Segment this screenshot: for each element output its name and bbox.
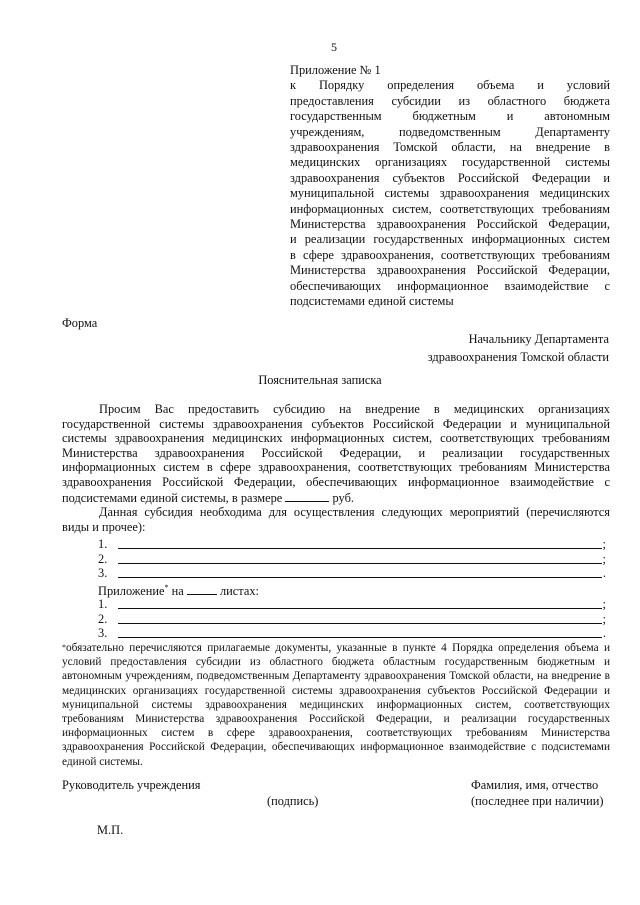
appendix-block (290, 63, 610, 310)
measure-number: 2. (98, 551, 108, 566)
addressee-line: Начальнику Департамента (468, 332, 609, 346)
attachment-star: * (164, 583, 169, 592)
appendix-line: подсистемами единой системы (290, 294, 454, 309)
attachment-row[interactable] (98, 626, 610, 641)
appendix-line: государственным бюджетным и автономным (290, 109, 610, 124)
form-label: Форма (62, 316, 98, 330)
appendix-line: предоставления субсидии из областного бюджета (290, 93, 610, 108)
attachments-list (98, 597, 610, 641)
attachment-field[interactable] (118, 637, 602, 638)
addressee-line: здравоохранения Томской области (427, 350, 609, 364)
appendix-line: здравоохранения субъектов Российской Федерации и (290, 170, 610, 185)
footnote (62, 641, 610, 769)
appendix-line: медицинских организациях государственной системы (290, 155, 610, 170)
sheet-count-field[interactable] (187, 583, 217, 595)
appendix-line: муниципальной системы здравоохранения медицинских (290, 186, 610, 201)
attachment-end: ; (602, 611, 606, 626)
attachment-field[interactable] (118, 623, 602, 624)
body-line: Данная субсидия необходима для осуществления следующих мероприятий (перечисляются (99, 505, 610, 520)
page-number: 5 (331, 40, 337, 54)
body-text (62, 402, 610, 534)
measure-number: 1. (98, 537, 108, 551)
measure-field[interactable] (118, 577, 602, 578)
measure-row[interactable] (98, 552, 610, 567)
measure-field[interactable] (118, 548, 602, 549)
appendix-line: Министерства здравоохранения Российской Федерации, (290, 217, 610, 232)
document-title: Пояснительная записка (258, 373, 382, 387)
addressee (428, 330, 609, 366)
body-line: Министерства здравоохранения Российской Федерации, и реализации государственных (62, 445, 610, 460)
attachment-row[interactable] (98, 597, 610, 612)
appendix-line: в сфере здравоохранения, соответствующих требованиям (290, 247, 610, 262)
body-line: системы здравоохранения медицинских информационных систем, соответствующих требованиям (62, 431, 610, 446)
measure-end: ; (602, 551, 606, 566)
signature-name-note: (последнее при наличии) (471, 794, 604, 808)
appendix-line: учреждениям, подведомственным Департаменту (290, 124, 610, 139)
body-line: государственной системы здравоохранения субъектов Российской Федерации и муниципальной (62, 416, 610, 431)
attachment-number: 3. (98, 626, 108, 640)
attachment-field[interactable] (118, 608, 602, 609)
measure-end: ; (602, 537, 606, 551)
measure-end: . (602, 566, 606, 580)
amount-field[interactable] (285, 490, 329, 502)
body-line (62, 490, 610, 506)
measure-row[interactable] (98, 537, 610, 552)
body-line: информационных систем в сфере здравоохранения, соответствующих требованиям Министерства (62, 460, 610, 475)
appendix-line: к Порядку определения объема и условий (290, 78, 610, 93)
footnote-text: обязательно перечисляются прилагаемые документы, указанные в пункте 4 Порядка определения объема и условий предоставления субсидии из областного бюджета областным государственным бюджетным и автономным учреждениям, подведомственным Департаменту здравоохранения Томской области, на внедрение в медицинских организациях государственной системы здравоохранения субъектов Российской Федерации и муниципальной системы здравоохранения медицинских информационных систем, соответствующих требованиям Министерства здравоохранения Российской Федерации, и реализации государственных информационных систем в сфере здравоохранения, соответствующих требованиям Министерства здравоохранения Российской Федерации, обеспечивающих информационное взаимодействие с подсистемами единой системы. (62, 642, 610, 768)
attachment-number: 1. (98, 597, 108, 611)
amount-unit: руб. (332, 490, 354, 505)
appendix-title: Приложение № 1 (290, 63, 381, 77)
signature-name-label: Фамилия, имя, отчество (471, 778, 599, 792)
appendix-line: здравоохранения Томской области, на внедрение в (290, 140, 610, 155)
signature-head-label: Руководитель учреждения (62, 778, 201, 792)
appendix-line: Министерства здравоохранения Российской Федерации, (290, 263, 610, 278)
body-line: здравоохранения Российской Федерации, обеспечивающих информационное взаимодействие с (62, 474, 610, 489)
measure-number: 3. (98, 566, 108, 580)
body-line: виды и прочее): (62, 519, 146, 534)
signature-sign-label: (подпись) (267, 794, 319, 808)
attachment-end: ; (602, 597, 606, 611)
appendix-line: обеспечивающих информационное взаимодействие с (290, 278, 610, 293)
attachment-label: Приложение (98, 584, 165, 599)
measures-list (98, 537, 610, 581)
footnote-star: * (62, 643, 66, 652)
amount-label: подсистемами единой системы, в размере (62, 490, 283, 505)
measure-row[interactable] (98, 566, 610, 581)
appendix-line: и реализации государственных информационных систем (290, 232, 610, 247)
attachment-sheets: листах: (219, 584, 260, 599)
stamp-place: М.П. (97, 823, 124, 837)
attachment-row[interactable] (98, 612, 610, 627)
body-line: Просим Вас предоставить субсидию на внедрение в медицинских организациях (99, 402, 610, 416)
attachment-end: . (602, 626, 606, 640)
appendix-line: информационных систем, соответствующих требованиям (290, 201, 610, 216)
attachment-number: 2. (98, 611, 108, 626)
measure-field[interactable] (118, 563, 602, 564)
attachment-on: на (171, 584, 184, 599)
